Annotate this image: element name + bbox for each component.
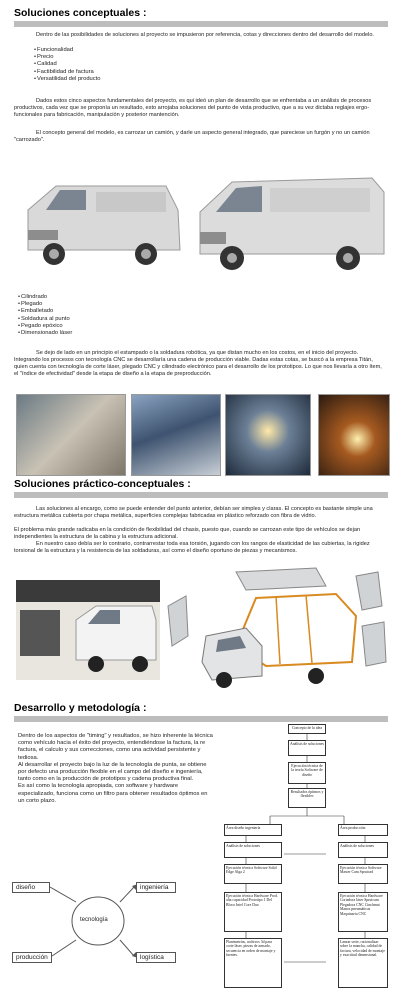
intro-paragraph: Dentro de las posibilidades de soluciones al proyecto se impusieron por referencia, cotas y direcciones dentro del desarrollo del modelo. bbox=[36, 32, 374, 38]
flow-theory: Ejecución técnica de la teoría Software de diseño bbox=[288, 762, 326, 784]
van-photo-front bbox=[16, 180, 186, 272]
process-item: • Dimensionado láser bbox=[18, 330, 72, 337]
model-concept-paragraph: El concepto general del modelo, es carrozar un camión, y darle un aspecto general integrado, que pareciese un furgón y no un camión "carrozado". bbox=[14, 130, 370, 143]
diagram-node-ingenieria: ingeniería bbox=[136, 882, 176, 893]
welding-photo bbox=[318, 394, 390, 476]
flow-right-output: Lanzar serie, racionalizar sobre la mancha, calidad de factura, velocidad de montaje y exactitud dimensional. bbox=[338, 938, 388, 988]
flow-right-software: Ejecución técnica Software Master Cam Sprutcad bbox=[338, 864, 388, 884]
diagram-node-diseno: diseño bbox=[12, 882, 50, 893]
criteria-item: • Versatilidad del producto bbox=[34, 76, 101, 83]
methodology-paragraph: Dentro de los aspectos de "timing" y resultados, se hizo inherente la técnica como vehículo hacia el éxito del proyecto, entendiéndose la factura, la re factura, el calculo y sus correcciones, como una actividad persistente y tediosa. Al desarrollar el proyecto bajo la luz de la tecnología de punta, se obtiene por defecto una producción flexible en el campo del diseño e ingeniería, tanto como en la producción de prototipos y cadena productiva final. Es así como la tecnología apropiada, con software y hardware especializado, funciona como un filtro para obtener resultados óptimos en un corto plazo. bbox=[18, 733, 213, 804]
production-paragraph: Se dejo de lado en un principio el estampado o la soldadura robótica, ya que distan mucho en los costos, en el inicio del proyecto. Integrando los procesos con tecnología CNC se desarrollaría una cadena de producción viable. Dadas estas cotas, se buscó a la empresa Titán, quien cuenta con tecnología de corte láser, plegado CNC y cilindrado electrónico para el desarrollo de los prototipos. Lo que nos llevaría a otro ítem, el "índice de efectividad" desde la etapa de diseño a la etapa de preproducción. bbox=[14, 350, 382, 377]
flow-analysis: Análisis de soluciones bbox=[288, 740, 326, 756]
van-photo-side bbox=[192, 172, 388, 276]
prototype-photo bbox=[16, 580, 160, 680]
practical-paragraph: Las soluciones al encargo, como se puede entender del punto anterior, debían ser simples y claras. El concepto es bastante simple una estructura metálica cubierta por chapa metálica, superficies complejas fabricadas en plástico reforzado con fibra de vidrio. bbox=[14, 506, 373, 519]
section-title-practical: Soluciones práctico-conceptuales : bbox=[14, 478, 191, 490]
section-title-methodology: Desarrollo y metodología : bbox=[14, 702, 147, 714]
diagram-node-logistica: logística bbox=[136, 952, 176, 963]
process-item: • Emballetado bbox=[18, 308, 72, 315]
criteria-item: • Precio bbox=[34, 54, 101, 61]
criteria-item: • Funcionalidad bbox=[34, 47, 101, 54]
flow-results: Resultados óptimos y flexibles bbox=[288, 788, 326, 808]
torsion-paragraph: En nuestro caso debía ser lo contrario, contrarrestar toda esa torsión, jugando con los rangos de elasticidad de las cubiertas, la rigidez torsional de la estructura y la resistencia de las soldaduras, así como el diseño oportuno de piezas y mecanismos. bbox=[14, 541, 370, 554]
flow-left-area: Área diseño ingeniería bbox=[224, 824, 282, 836]
section-divider bbox=[14, 492, 388, 498]
process-item: • Plegado bbox=[18, 301, 72, 308]
section-divider bbox=[14, 716, 388, 722]
chassis-paragraph: El problema más grande radicaba en la condición de flexibilidad del chasis, puesto que, cuando se carrozan este tipo de vehículos se dejan independientes la estructura de la cabina y la estructura adicional. bbox=[14, 527, 361, 540]
section-title-conceptual: Soluciones conceptuales : bbox=[14, 7, 147, 19]
technology-diagram bbox=[12, 880, 190, 962]
cylinder-rolling-photo bbox=[16, 394, 126, 476]
process-analysis-paragraph: Dados estos cinco aspectos fundamentales del proyecto, es qui ideó un plan de desarrollo que se enfrentaba a un análisis de procesos productivos, cada vez que se proponía un resultado, esto arrojaba soluciones del punto de vista productivo, que a su vez dictaba reglajes ergo-funcionales para fabricación, manipulación y posterior mantención. bbox=[14, 98, 372, 118]
flow-left-software: Ejecución técnica Software Solid Edge Alga 2 bbox=[224, 864, 282, 884]
criteria-list bbox=[34, 47, 101, 83]
flow-left-analysis: Análisis de soluciones bbox=[224, 842, 282, 858]
process-list bbox=[18, 294, 72, 337]
diagram-node-produccion: producción bbox=[12, 952, 52, 963]
diagram-center-label: tecnología bbox=[80, 917, 108, 923]
flow-right-area: Área producción bbox=[338, 824, 388, 836]
section-divider bbox=[14, 21, 388, 27]
laser-cutting-photo bbox=[225, 394, 311, 476]
flow-concept: Concepto de la idea bbox=[288, 724, 326, 734]
criteria-item: • Factibilidad de factura bbox=[34, 69, 101, 76]
flow-right-hardware: Ejecución técnica Hardware Cortadora láser Sprutcam Plegadora CNC Cinchmat Manos pneumáticas Maquinaria CNC bbox=[338, 892, 388, 932]
process-item: • Soldadura al punto bbox=[18, 316, 72, 323]
criteria-item: • Calidad bbox=[34, 61, 101, 68]
flow-left-output: Planimetrías, archivos 3d para corte láser, piezas de armado, secuencia en orden de montaje y fuentes. bbox=[224, 938, 282, 988]
exploded-structure-render bbox=[166, 566, 388, 690]
flow-left-hardware: Ejecución técnica Hardware Prod. alta capacidad Prototipo 1 Del Bloco Intel Core Duo bbox=[224, 892, 282, 932]
process-item: • Pegado epóxico bbox=[18, 323, 72, 330]
process-item: • Cilindrado bbox=[18, 294, 72, 301]
flow-right-analysis: Análisis de soluciones bbox=[338, 842, 388, 858]
press-brake-operator-photo bbox=[131, 394, 221, 476]
